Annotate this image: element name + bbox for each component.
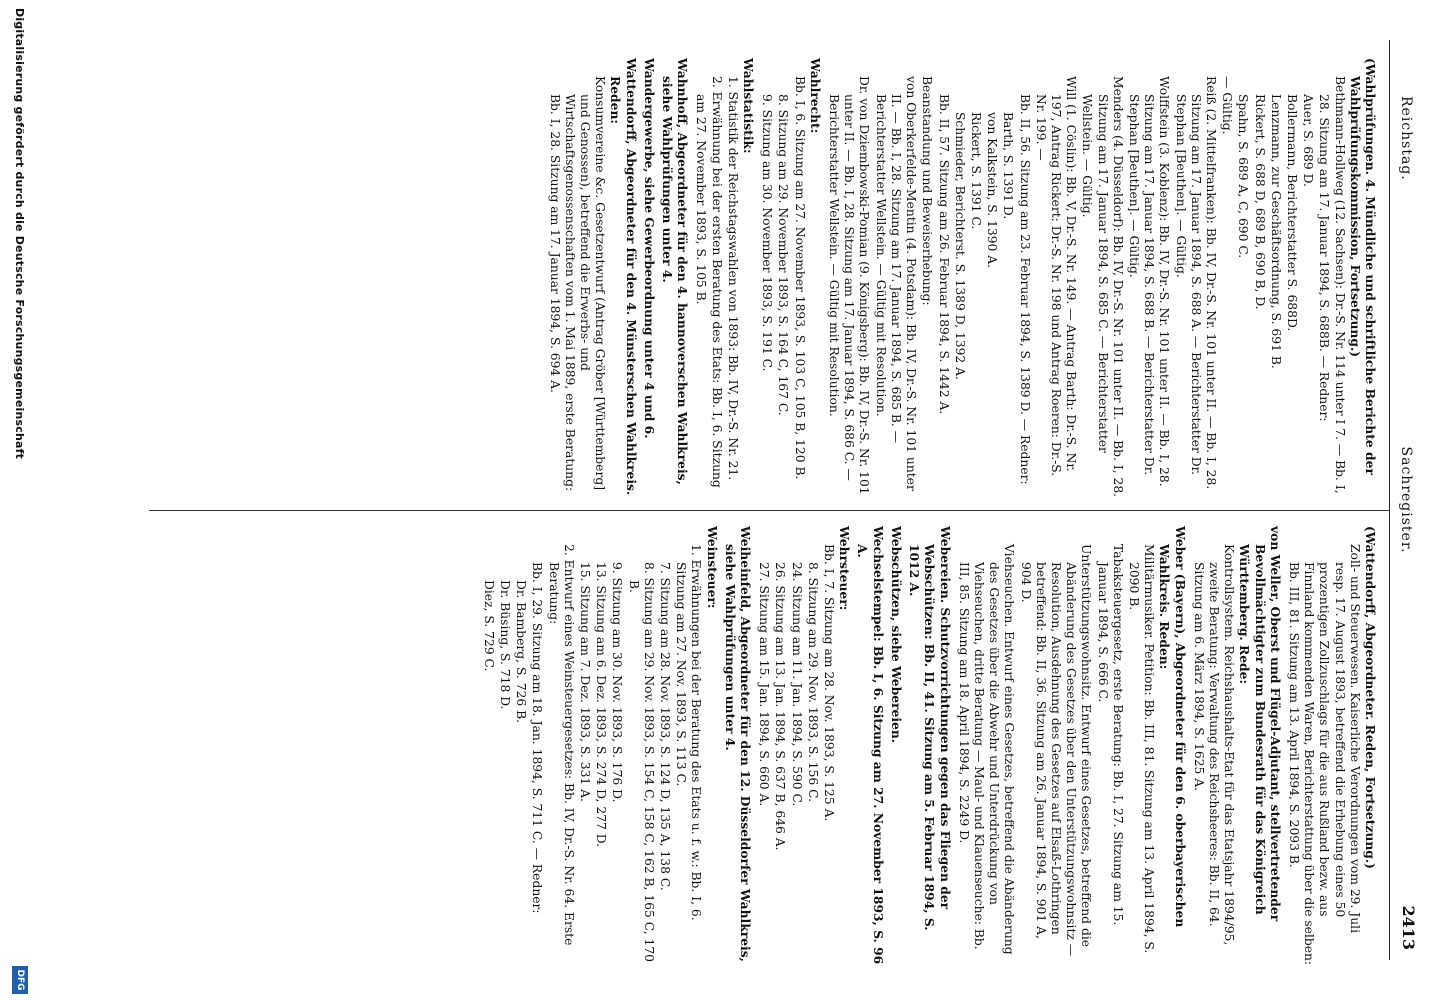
index-entry: Wahlstatistik: — [741, 58, 757, 154]
index-entry: Bollermann, Berichterstatter S. 688D. — [1284, 94, 1299, 332]
index-entry: 1. Statistik der Reichstagswahlen von 1893: Bb. IV, Dr.-S. Nr. 21. — [725, 76, 740, 481]
right-column — [480, 526, 1381, 966]
credit-text: Digitalisierung gefördert durch die Deutsche Forschungsgemeinschaft — [13, 8, 26, 460]
index-entry: Wandergewerbe, siehe Gewerbeordnung unter 4 und 6. — [641, 58, 657, 439]
left-column — [545, 58, 1381, 498]
index-entry: Wehrsteuer: — [837, 526, 853, 611]
index-entry: Kontrollsystem. Reichshaushalts-Etat für das Etatsjahr 1894/95, zweite Beratung: Verwaltung des Reichsheeres: Bb. II, 64. Sitzung am 6. März 1894, S. 1625 A. — [1191, 544, 1237, 946]
index-entry: 8. Sitzung am 29. November 1893, S. 164 C, 167 C. — [776, 94, 791, 416]
index-entry: Spahn, S. 689 A, C, 690 C. — [1236, 94, 1251, 259]
index-entry: 9. Sitzung am 30. Nov. 1893, S. 176 D. — [610, 562, 625, 803]
index-entry: Bb. II, 57. Sitzung am 26. Februar 1894, S. 1442 A. — [936, 94, 951, 415]
index-entry: Diez, S. 729 C. — [481, 580, 496, 672]
index-entry: Bb. I, 29. Sitzung am 18. Jan. 1894, S. 711 C. — Redner: — [530, 562, 545, 914]
index-entry: 2. Erwähnung bei der ersten Beratung des Etats: Bb. I, 6. Sitzung am 27. November 1893, S. 105 B. — [694, 76, 724, 488]
index-entry: Wattendorff, Abgeordneter für den 4. Münsterschen Wahlkreis. Reden: — [608, 58, 639, 496]
index-entry: 1. Erwähnungen bei der Beratung des Etats u. f. w.: Bb. I, 6. Sitzung am 27. Nov. 1893, S. 113 C. — [674, 544, 704, 921]
index-entry: Bb. II, 56. Sitzung am 23. Februar 1894, S. 1389 D. — Redner: — [1017, 94, 1032, 485]
index-entry: Lenzmann, zur Geschäftsordnung, S. 691 B. — [1268, 94, 1283, 369]
index-entry: 9. Sitzung am 30. November 1893, S. 191 C. — [760, 94, 775, 372]
index-entry: von Kalkstein, S. 1390 A. — [985, 112, 1000, 269]
index-entry: Will (1. Cöslin): Bb. V, Dr.-S. Nr. 149. — Antrag Barth: Dr.-S. Nr. 197, Antrag Rickert: Dr.-S. Nr. 198 und Antrag Roeren: Dr.-S. Nr. 199. — — [1033, 76, 1079, 477]
index-entry: 13. Sitzung am 6. Dez. 1893, S. 274 D, 277 D. — [594, 562, 609, 848]
index-entry: (Wahlprüfungen. 4. Mündliche und schriftliche Berichte der Wahlprüfungskommission, Fortsetzung.) — [1347, 58, 1378, 475]
index-entry: Barth, S. 1391 D. — [1001, 112, 1016, 220]
index-entry: 15. Sitzung am 7. Dez. 1893, S. 331 A. — [578, 562, 593, 802]
dfg-logo: DFG — [12, 966, 28, 994]
column-divider — [149, 510, 1389, 511]
index-entry: Dr. Büsing, S. 718 D. — [498, 580, 513, 710]
page-header — [1389, 40, 1428, 960]
index-entry: 8. Sitzung am 29. Nov. 1893, S. 156 C. — [805, 562, 820, 803]
index-entry: 7. Sitzung am 28. Nov. 1893, S. 124 D, 135 A, 138 C. — [658, 562, 673, 891]
index-entry: von Oberkerfelde-Mentin (4. Potsdam): Bb. IV, Dr.-S. Nr. 101 unter II. — Bb. I, 28. Sitzung am 17. Januar 1894, S. 685 B. — Berichterstatter Wellstein. — Gültig mit Resolution. — [873, 76, 919, 491]
digitization-credit — [0, 0, 38, 1000]
index-entry: 27. Sitzung am 15. Jan. 1894, S. 660 A. — [757, 562, 772, 807]
index-entry: Wahlrecht: — [807, 58, 823, 134]
index-entry: Dr. Bamberg, S. 726 B. — [514, 580, 529, 724]
index-entry: Konsumvereine &c. Gesetzentwurf (Antrag Gröber [Württemberg] und Genossen), betreffend die Erwerbs- und Wirtschaftsgenossenschaften vom 1. Mai 1889, erste Beratung: Bb. I, 28. Sitzung am 17. Januar 1894, S. 694 A. — [547, 76, 608, 492]
index-entry: Webschützen, siehe Webereien. — [888, 526, 904, 744]
index-entry: Bethmann-Hollweg (12. Sachsen): Dr.-S. Nr. 114 unter I 7. — Bb. I, 28. Sitzung am 17. Januar 1894, S. 688B. — Redner: — [1317, 76, 1347, 494]
index-entry: Dr. von Dziembowski-Pomian (9. Königsberg): Bb. IV, Dr.-S. Nr. 101 unter II. — Bb. I, 28. Sitzung am 17. Januar 1894, S. 686 C. — Berichterstatter Wellstein. — Gültig mit Resolution. — [827, 76, 872, 495]
index-entry: Militärmusiker. Petition: Bb. III, 81. Sitzung am 13. April 1894, S. 2090 B. — [1126, 544, 1157, 954]
index-entry: Tabaksteuergesetz, erste Beratung: Bb. I, 27. Sitzung am 15. Januar 1894, S. 666 C. — [1095, 544, 1125, 926]
columns — [149, 40, 1389, 966]
index-entry: 26. Sitzung am 13. Jan. 1894, S. 637 B, 646 A. — [773, 562, 788, 851]
index-entry: Viehseuchen. Entwurf eines Gesetzes, betreffend die Abänderung des Gesetzes über die Abwehr und Unterdrückung von Viehseuchen, dritte Beratung — Maul- und Klauenseuche: Bb. III, 85. Sitzung am 18. April 1894, S. 2249 D. — [956, 544, 1017, 955]
index-entry: Auer, S. 689 D. — [1301, 94, 1316, 187]
index-entry: 8. Sitzung am 29. Nov. 1893, S. 154 C, 158 C, 162 B, 165 C, 170 B. — [626, 562, 656, 962]
header-left: Reichstag. — [1398, 96, 1414, 181]
index-entry: Menders (4. Düsseldorf): Bb. IV, Dr.-S. Nr. 101 unter II. — Bb. I, 28. Sitzung am 17. Januar 1894, S. 685 C. — Berichterstatter Wellstein. — Gültig. — [1080, 76, 1125, 498]
index-entry: — Gültig. — [1220, 76, 1235, 135]
index-entry: von Weller, Oberst und Flügel-Adjutant, stellvertretender Bevollmächtigter zum Bundesrath für das Königreich Württemberg. Rede: — [1237, 526, 1283, 922]
index-entry: Schmieder, Berichterst. S. 1389 D, 1392 A. — [952, 112, 967, 380]
index-entry: Weber (Bayern), Abgeordneter für den 6. oberbayerischen Wahlkreis. Reden: — [1157, 526, 1188, 928]
index-entry: Wechselstempel: Bb. I, 6. Sitzung am 27. November 1893, S. 96 A. — [855, 526, 886, 965]
index-entry: 2. Entwurf eines Weinsteuergesetzes: Bb. IV, Dr.-S. Nr. 64. Erste Beratung: — [546, 544, 576, 946]
index-entry: 24. Sitzung am 11. Jan. 1894, S. 590 C. — [789, 562, 804, 807]
header-center: Sachregister. — [1398, 446, 1414, 554]
index-entry: Bb. I, 6. Sitzung am 27. November 1893, S. 103 C, 105 B, 120 B. — [792, 76, 807, 480]
index-entry: Weinsteuer: — [704, 526, 720, 609]
index-entry: Rickert, S. 1391 C. — [968, 112, 983, 230]
index-entry: Unterstützungswohnsitz. Entwurf eines Gesetzes, betreffend die Abänderung des Gesetzes über den Unterstützungswohnsitz — Resolution, Ausdehnung des Gesetzes auf Elsaß-Lothringen betreffend: Bb. II, 36. Sitzung am 26. Januar 1894, S. 901 A, 904 D. — [1018, 544, 1094, 957]
index-entry: Bb. I, 7. Sitzung am 28. Nov. 1893, S. 125 A. — [822, 544, 837, 822]
index-entry: Reiß (2. Mittelfranken): Bb. IV, Dr.-S. Nr. 101 unter II. — Bb. I, 28. Sitzung am 17. Januar 1894, S. 688 A. — Berichterstatter Dr. Stephan [Beuthen]. — Gültig. — [1173, 76, 1218, 490]
page-number: 2413 — [1399, 905, 1418, 950]
index-entry: Weiheinfeld, Abgeordneter für den 12. Düsseldorfer Wahlkreis, siehe Wahlprüfungen unter 4. — [722, 526, 754, 962]
index-entry: Beanstandung und Beweiserhebung: — [920, 76, 935, 306]
index-entry: Zoll- und Steuerwesen. Kaiserliche Verordnungen vom 29. Juli resp. 17. August 1893, betreffend die Erhebung eines 50 prozentigen Zollzuschlags für die aus Rußland bezw. aus Finnland kommenden Waren, Berichterstattung über die selben: Bb. III, 81. Sitzung am 13. April 1894, S. 2093 B. — [1286, 544, 1362, 966]
index-entry: Wolffstein (3. Koblenz): Bb. IV, Dr.-S. Nr. 101 unter II. — Bb. I, 28. Sitzung am 17. Januar 1894, S. 688 B. — Berichterstatter Dr. Stephan [Beuthen]. — Gültig. — [1126, 76, 1172, 487]
index-entry: (Wattendorff, Abgeordneter. Reden, Fortsetzung.) — [1363, 526, 1378, 869]
index-entry: Rickert, S. 688 D, 689 B, 690 B, D. — [1252, 94, 1267, 310]
index-entry: Webereien. Schutzvorrichtungen gegen das Fliegen der Webschützen: Bb. II, 41. Sitzung am 5. Februar 1894, S. 1012 A. — [907, 526, 953, 931]
index-entry: Wahnhoff, Abgeordneter für den 4. hannoverschen Wahlkreis, siehe Wahlprüfungen unter 4. — [660, 58, 691, 485]
